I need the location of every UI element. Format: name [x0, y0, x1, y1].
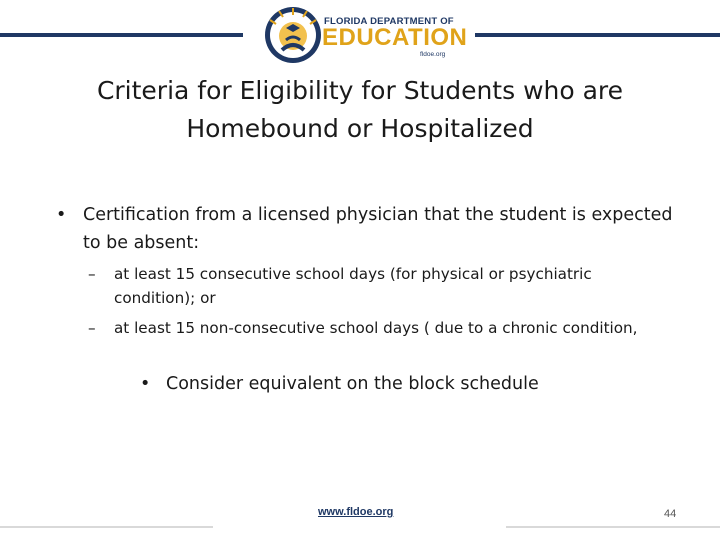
sub-bullet-non-consecutive [88, 316, 648, 340]
bullet-marker: • [56, 205, 67, 225]
footer-rule-right [506, 526, 720, 528]
slide-title-line1: Criteria for Eligibility for Students who are [96, 76, 624, 105]
bullet-certification-text: Certification from a licensed physician that the student is expected to be absent: [83, 205, 673, 253]
logo-url: fldoe.org [420, 51, 446, 58]
bullet-block-schedule-text: Consider equivalent on the block schedule [166, 374, 539, 394]
fldoe-logo [264, 6, 468, 64]
sub-bullet-consecutive [88, 262, 648, 310]
fldoe-seal-icon [264, 6, 322, 64]
dash-marker: – [88, 319, 96, 337]
page-number: 44 [664, 508, 677, 520]
slide-title-line2: Homebound or Hospitalized [186, 114, 534, 143]
bullet-certification [56, 201, 676, 257]
dash-marker: – [88, 265, 96, 283]
bullet-block-schedule [140, 370, 660, 398]
header-rule-right [475, 33, 720, 37]
logo-text-top: FLORIDA DEPARTMENT OF [324, 16, 454, 27]
bullet-marker: • [140, 374, 151, 394]
sub-bullet-consecutive-text: at least 15 consecutive school days (for physical or psychiatric condition); or [114, 265, 592, 307]
sub-bullet-non-consecutive-text: at least 15 non-consecutive school days ( due to a chronic condition, [114, 319, 638, 337]
footer-website-link[interactable]: www.fldoe.org [318, 506, 394, 518]
header-rule-left [0, 33, 243, 37]
slide-title [60, 72, 660, 148]
logo-text-main: EDUCATION [322, 24, 468, 51]
footer-rule-left [0, 526, 213, 528]
